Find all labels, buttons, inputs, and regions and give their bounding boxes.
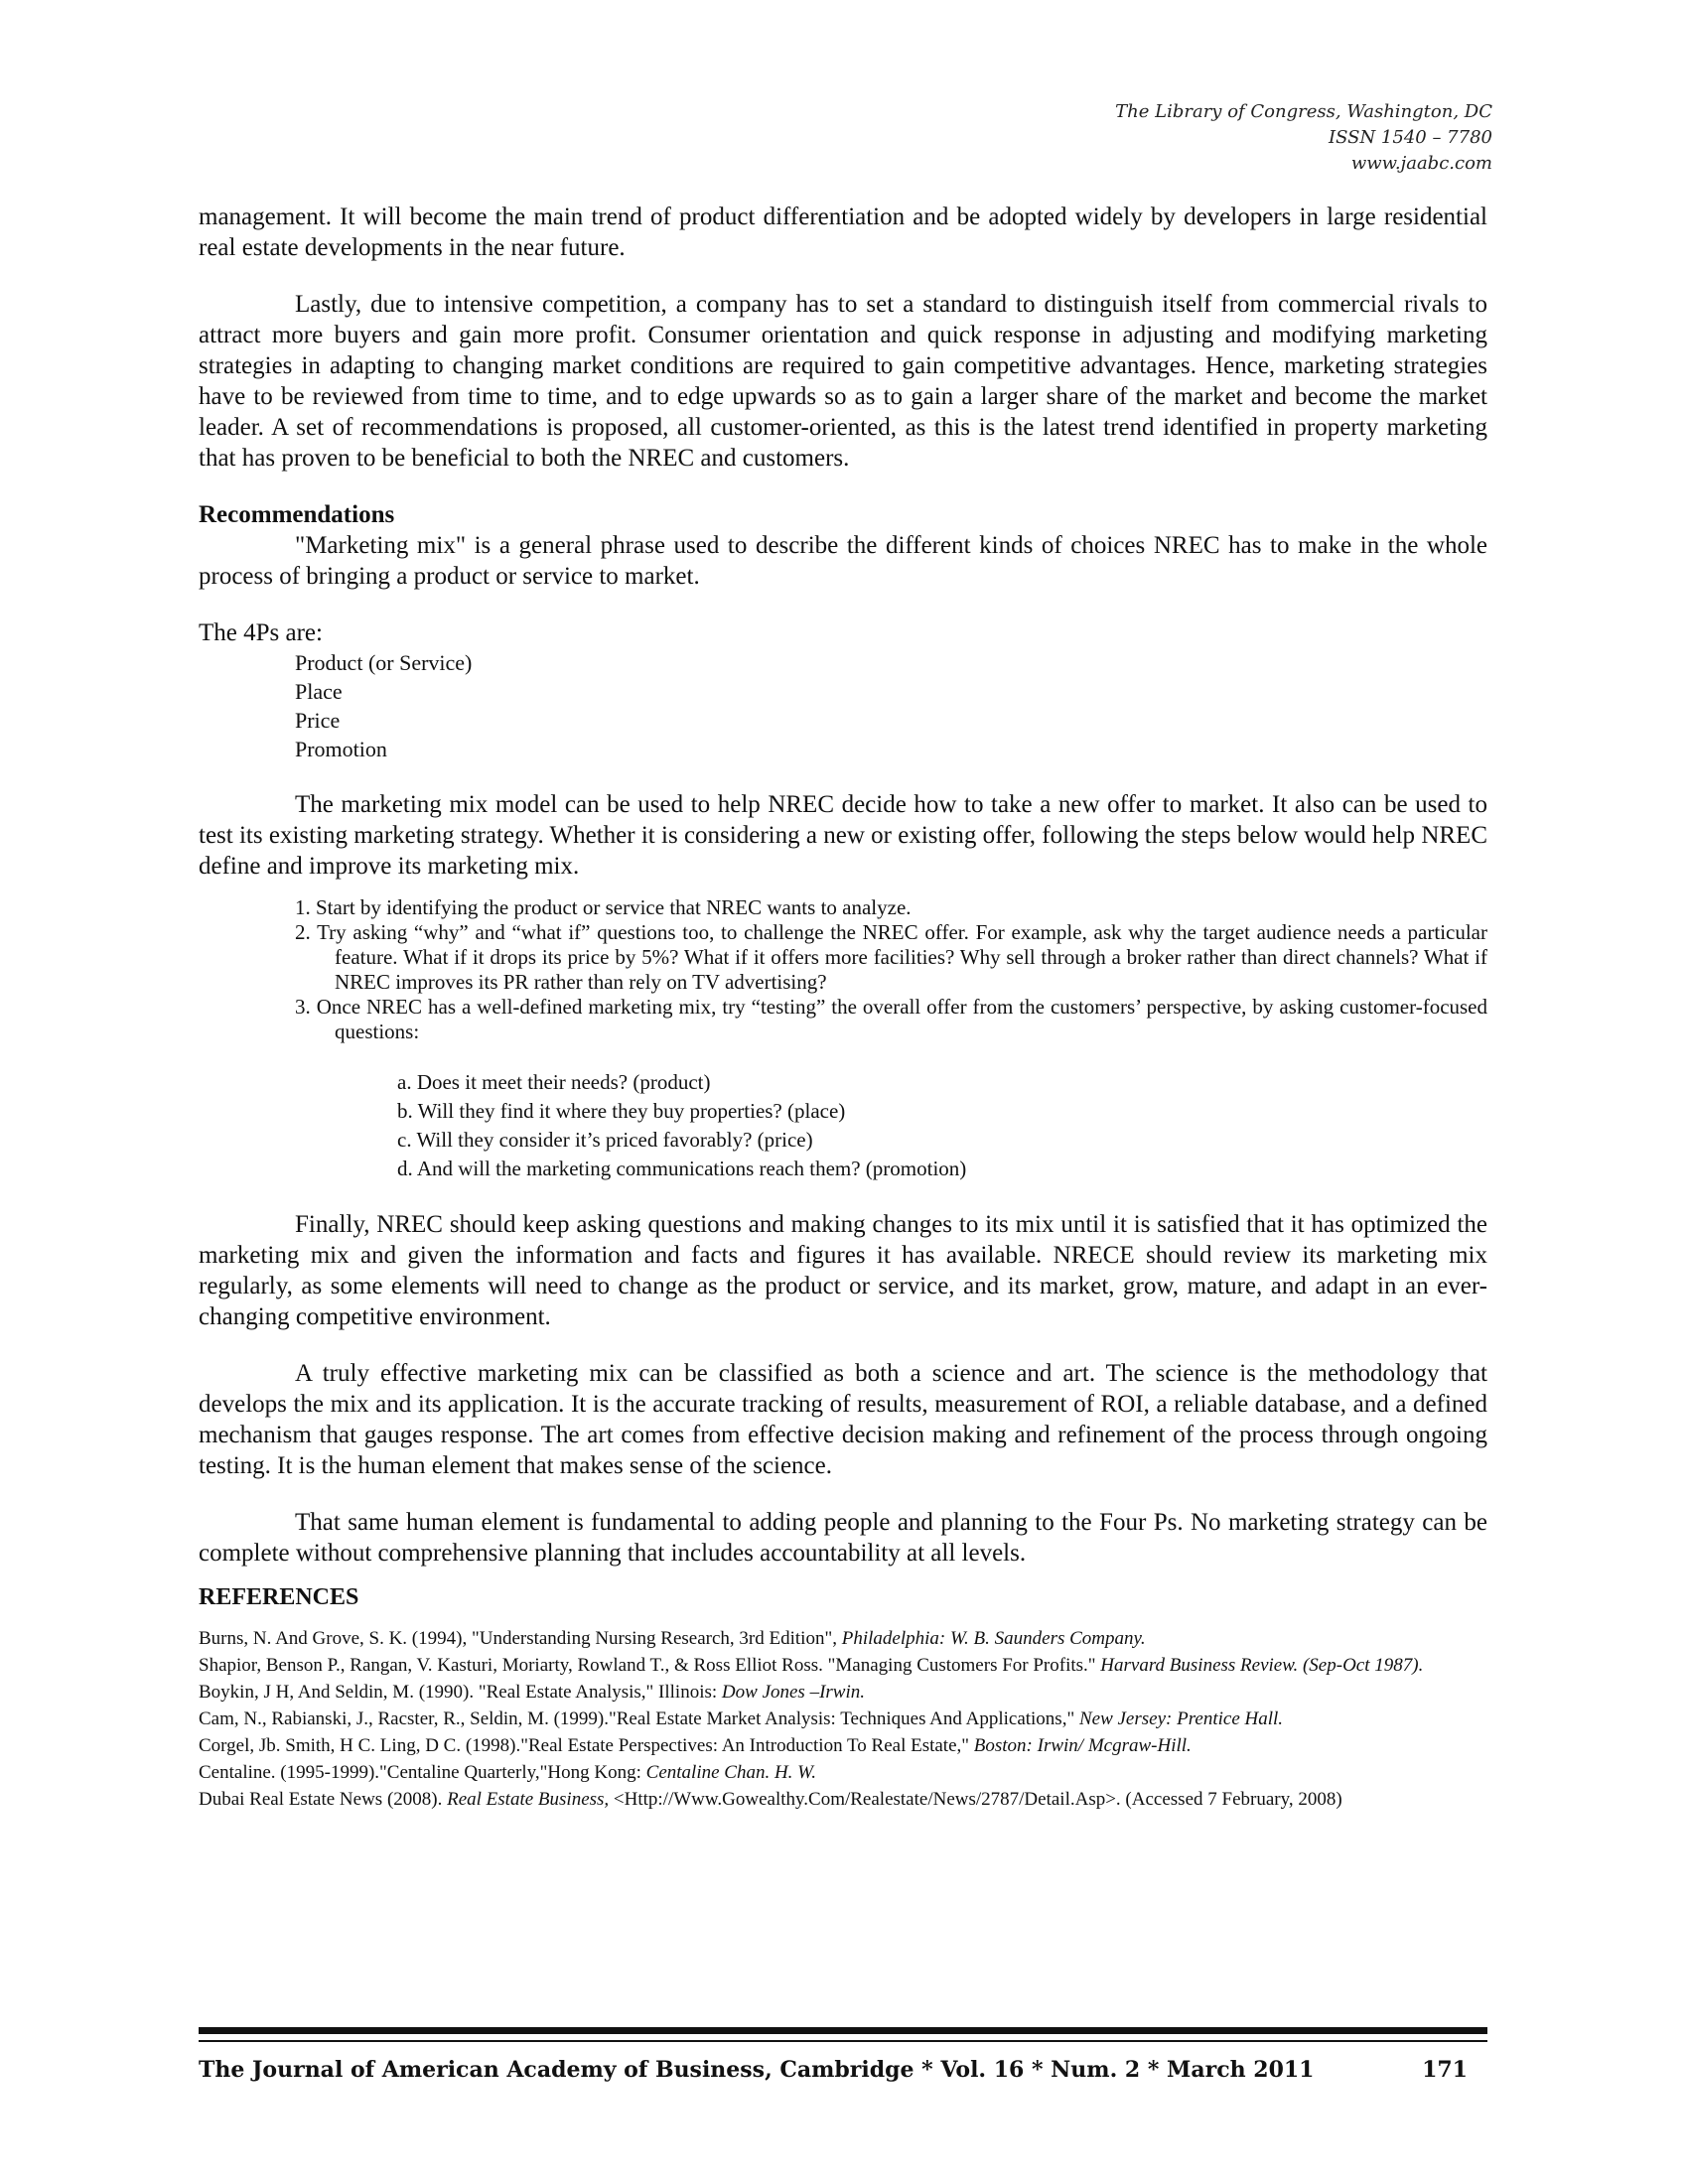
reference-item <box>199 1734 1487 1758</box>
reference-text: Centaline. (1995-1999)."Centaline Quarterly,"Hong Kong: <box>199 1762 646 1783</box>
header-issn: ISSN 1540 – 7780 <box>1329 127 1492 148</box>
list-item <box>295 920 1487 995</box>
header-website: www.jaabc.com <box>1350 153 1492 174</box>
reference-source: Dow Jones –Irwin. <box>721 1682 865 1703</box>
references-heading: REFERENCES <box>199 1584 359 1610</box>
header-library: The Library of Congress, Washington, DC <box>1115 101 1492 122</box>
steps-list <box>295 895 1487 1044</box>
paragraph: management. It will become the main trend of product differentiation and be adopted widely by developers in large residential real estate developments in the near future. <box>199 204 1487 261</box>
list-item <box>295 995 1487 1044</box>
step-number: 1. <box>295 895 311 919</box>
reference-item <box>199 1681 1487 1705</box>
running-footer <box>199 2057 1468 2083</box>
step-text: Once NREC has a well-defined marketing mix, try “testing” the overall offer from the customers’ perspective, by asking customer-focused questions: <box>316 995 1488 1043</box>
step-text: Try asking “why” and “what if” questions too, to challenge the NREC offer. For example, ask why the target audience needs a particular feature. What if it drops its price by 5%? What if it offers more facilities? Why sell through a broker rather than direct channels? What if NREC improves its PR rather than rely on TV advertising? <box>317 920 1487 994</box>
reference-text: Dubai Real Estate News (2008). <box>199 1789 448 1810</box>
page-number: 171 <box>1422 2057 1468 2083</box>
journal-citation: The Journal of American Academy of Business, Cambridge * Vol. 16 * Num. 2 * March 2011 <box>199 2057 1315 2083</box>
paragraph: That same human element is fundamental to adding people and planning to the Four Ps. No marketing strategy can be complete without comprehensive planning that includes accountability at all levels. <box>199 1509 1487 1567</box>
list-item: a. Does it meet their needs? (product) <box>397 1070 711 1094</box>
reference-item <box>199 1627 1487 1651</box>
reference-item <box>199 1707 1487 1731</box>
list-item: b. Will they find it where they buy properties? (place) <box>397 1099 846 1123</box>
reference-source: Boston: Irwin/ Mcgraw-Hill. <box>973 1735 1192 1756</box>
list-item: d. And will the marketing communications reach them? (promotion) <box>397 1157 967 1180</box>
reference-item <box>199 1761 1487 1785</box>
reference-text: Cam, N., Rabianski, J., Racster, R., Seldin, M. (1999)."Real Estate Market Analysis: Techniques And Applications," <box>199 1708 1079 1729</box>
list-item <box>295 895 1487 920</box>
list-item: Place <box>295 679 343 704</box>
section-heading-recommendations: Recommendations <box>199 501 395 528</box>
list-item: Price <box>295 708 341 733</box>
footer-divider-thin <box>199 2040 1487 2042</box>
reference-source: Harvard Business Review. (Sep-Oct 1987). <box>1100 1655 1424 1676</box>
paragraph: A truly effective marketing mix can be classified as both a science and art. The science is the methodology that develops the mix and its application. It is the accurate tracking of results, measurement of ROI, a reliable database, and a defined mechanism that gauges response. The art comes from effective decision making and refinement of the process through ongoing testing. It is the human element that makes sense of the science. <box>199 1360 1487 1479</box>
step-number: 2. <box>295 920 311 944</box>
reference-text: Shapior, Benson P., Rangan, V. Kasturi, Moriarty, Rowland T., & Ross Elliot Ross. "Managing Customers For Profits." <box>199 1655 1101 1676</box>
step-number: 3. <box>295 995 311 1019</box>
reference-text: Boykin, J H, And Seldin, M. (1990). "Real Estate Analysis," Illinois: <box>199 1682 722 1703</box>
reference-item <box>199 1654 1487 1678</box>
reference-text: Corgel, Jb. Smith, H C. Ling, D C. (1998)."Real Estate Perspectives: An Introduction To Real Estate," <box>199 1735 974 1756</box>
paragraph: "Marketing mix" is a general phrase used to describe the different kinds of choices NREC has to make in the whole process of bringing a product or service to market. <box>199 532 1487 590</box>
reference-source: New Jersey: Prentice Hall. <box>1078 1708 1284 1729</box>
reference-source: Real Estate Business, <box>447 1789 610 1810</box>
references-list <box>199 1627 1487 1812</box>
list-item: Promotion <box>295 737 387 761</box>
list-item: c. Will they consider it’s priced favorably? (price) <box>397 1128 813 1152</box>
fourps-list <box>295 648 1487 763</box>
customer-questions-list <box>397 1068 1487 1183</box>
step-text: Start by identifying the product or service that NREC wants to analyze. <box>316 895 912 919</box>
footer-divider-thick <box>199 2027 1487 2034</box>
paragraph: Lastly, due to intensive competition, a company has to set a standard to distinguish itself from commercial rivals to attract more buyers and gain more profit. Consumer orientation and quick response in adjusting and modifying marketing strategies in adapting to changing market conditions are required to gain competitive advantages. Hence, marketing strategies have to be reviewed from time to time, and to edge upwards so as to gain a larger share of the market and become the market leader. A set of recommendations is proposed, all customer-oriented, as this is the latest trend identified in property marketing that has proven to be beneficial to both the NREC and customers. <box>199 291 1487 472</box>
paragraph: Finally, NREC should keep asking questions and making changes to its mix until it is satisfied that it has optimized the marketing mix and given the information and facts and figures it has available. NRECE should review its marketing mix regularly, as some elements will need to change as the product or service, and its market, grow, mature, and adapt in an ever-changing competitive environment. <box>199 1211 1487 1330</box>
list-item: Product (or Service) <box>295 650 473 675</box>
reference-source: Centaline Chan. H. W. <box>645 1762 817 1783</box>
paragraph: The marketing mix model can be used to help NREC decide how to take a new offer to market. It also can be used to test its existing marketing strategy. Whether it is considering a new or existing offer, following the steps below would help NREC define and improve its marketing mix. <box>199 791 1487 880</box>
reference-source: Philadelphia: W. B. Saunders Company. <box>841 1628 1146 1649</box>
reference-tail: <Http://Www.Gowealthy.Com/Realestate/News/2787/Detail.Asp>. (Accessed 7 February, 2008) <box>609 1789 1342 1810</box>
reference-item <box>199 1788 1487 1812</box>
article-body <box>199 202 1487 1815</box>
fourps-intro: The 4Ps are: <box>199 619 323 646</box>
reference-text: Burns, N. And Grove, S. K. (1994), "Understanding Nursing Research, 3rd Edition", <box>199 1628 842 1649</box>
running-header <box>1115 99 1492 177</box>
